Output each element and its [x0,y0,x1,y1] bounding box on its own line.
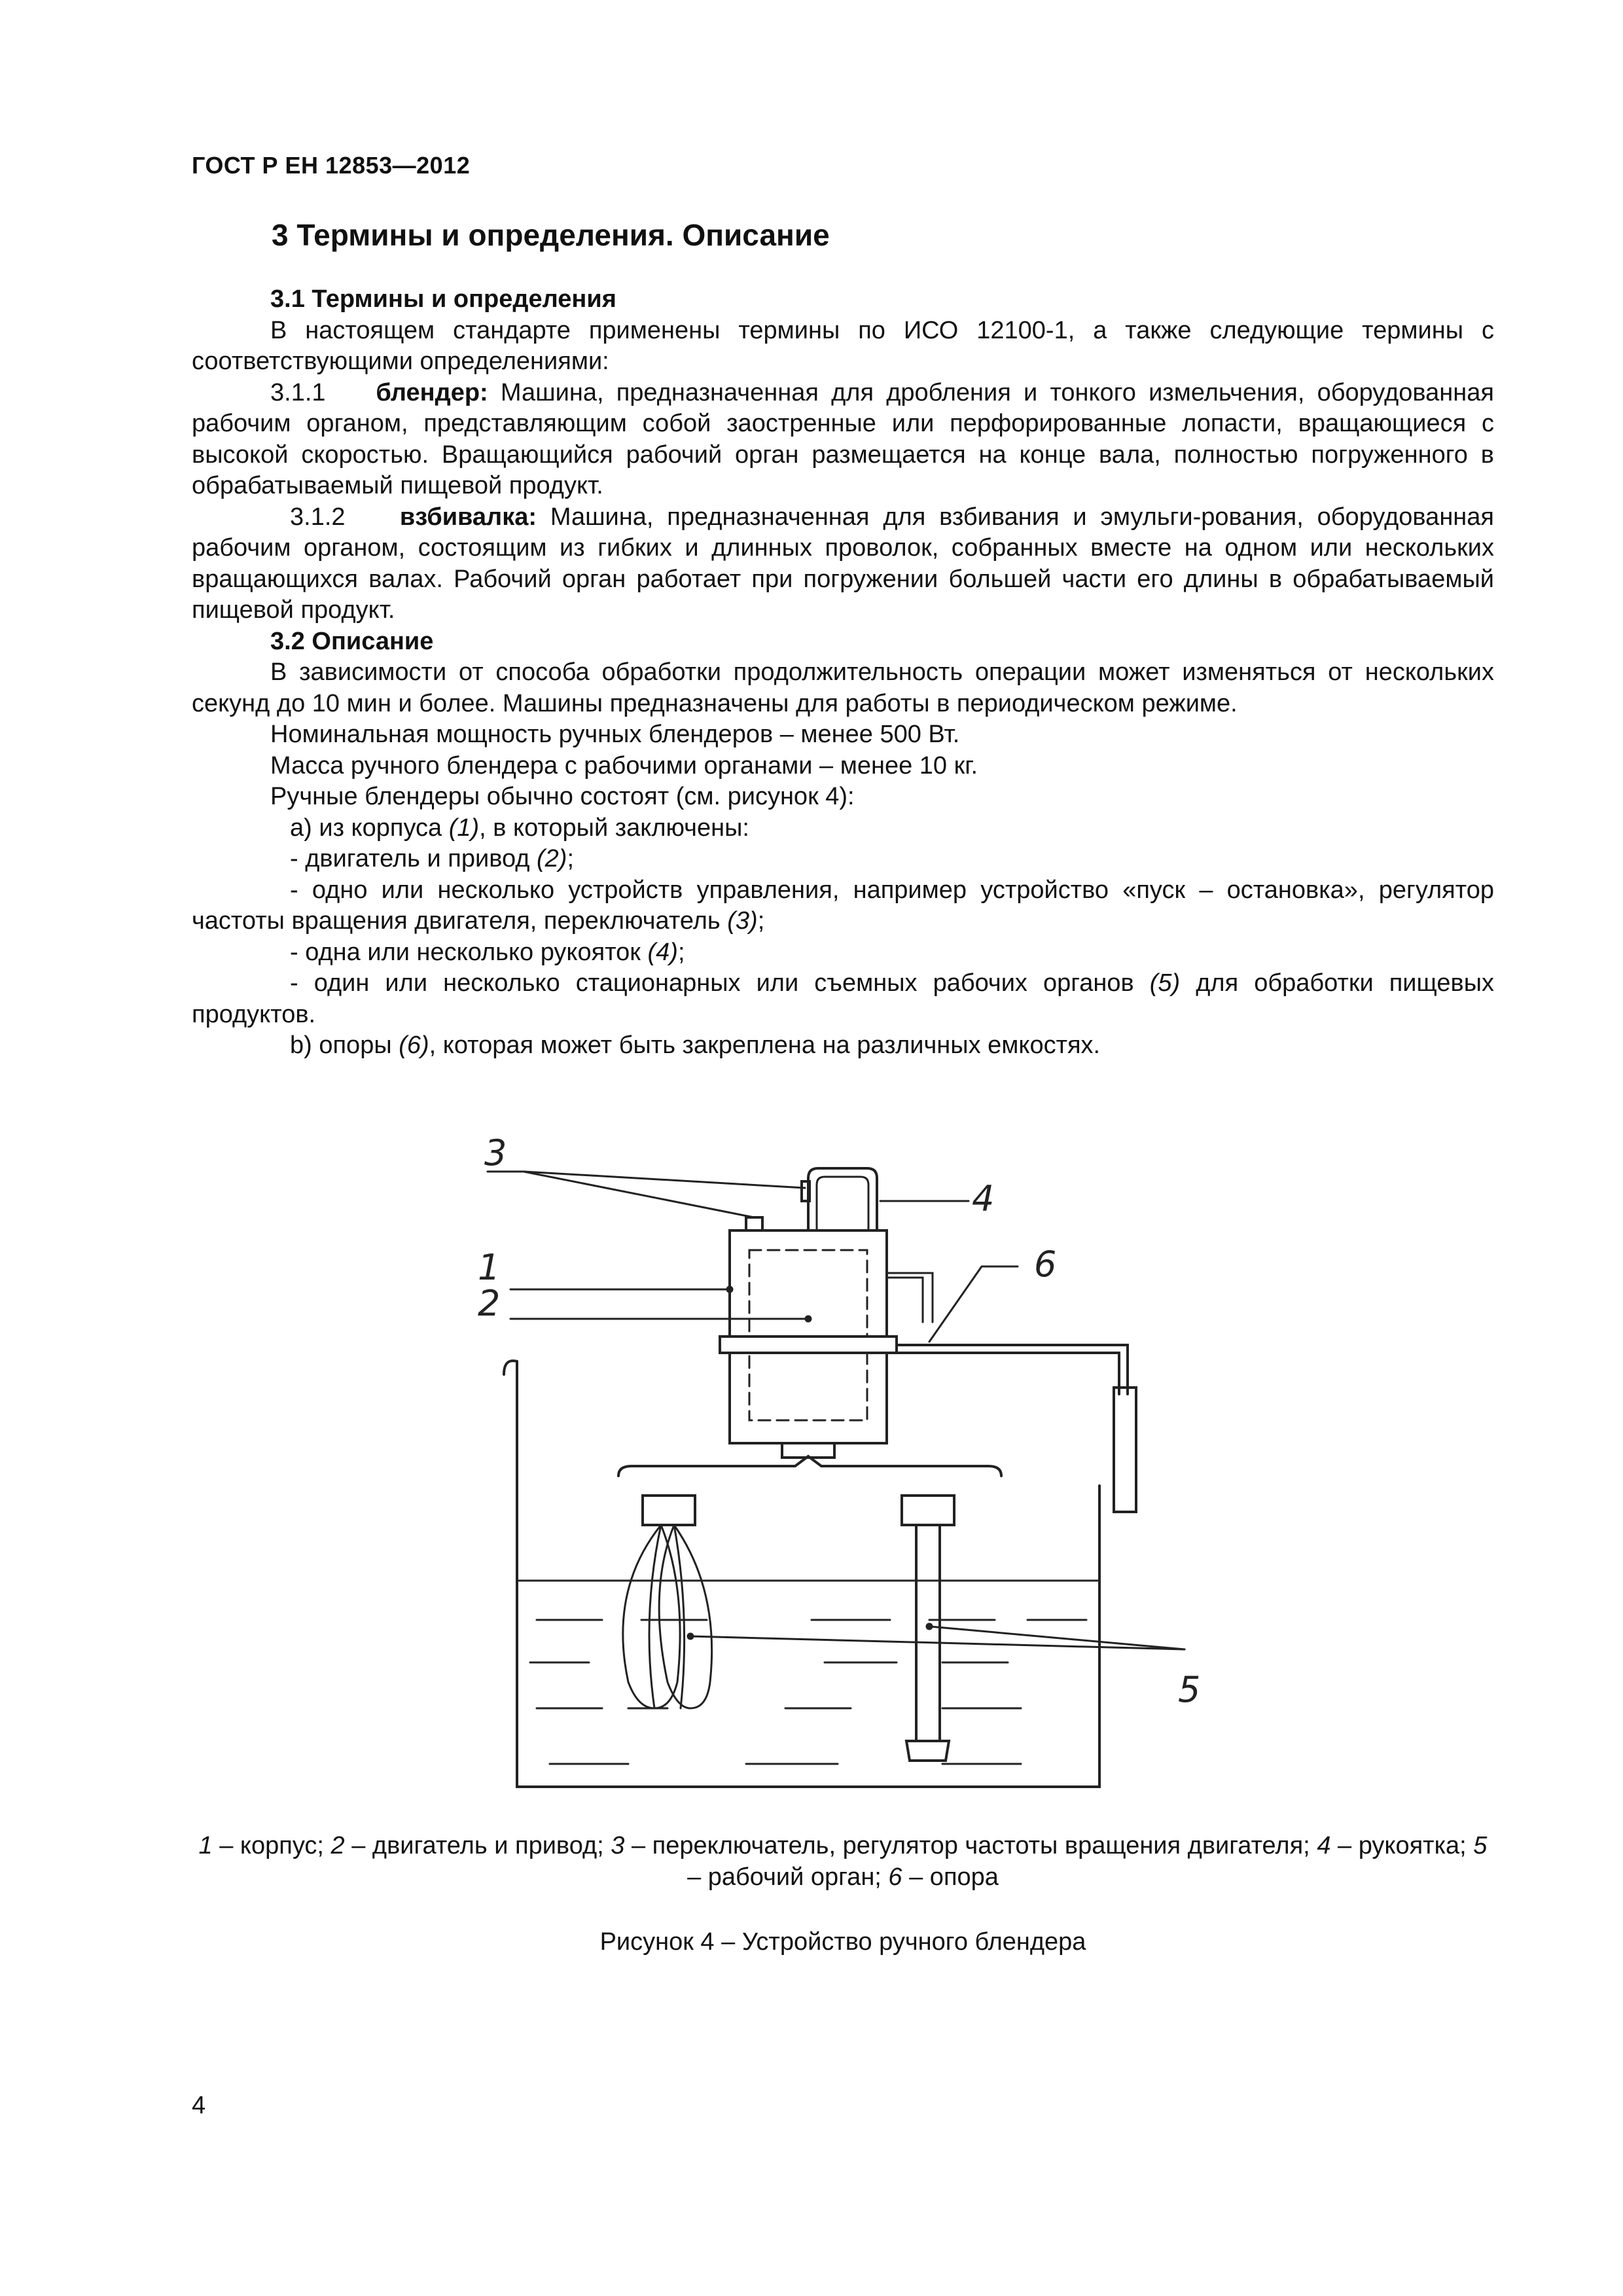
legend-num: 6 [888,1863,902,1891]
list-text: ; [567,845,575,872]
list-text: ; [757,907,765,935]
paragraph-duration: В зависимости от способа обработки продолжительность операции может изменяться от нескольких секунд до 10 мин и более. Машины предназначены для работы в периодическом режиме. [192,658,1494,717]
figure-ref: (6) [399,1031,429,1059]
list-item-a [192,813,1494,844]
list-subitem [192,937,1494,969]
page-number: 4 [192,2092,206,2119]
section-title: 3 Термины и определения. Описание [272,218,830,252]
list-text: ; [677,938,685,966]
whisk-head [643,1496,695,1525]
support-arm [897,1345,1128,1394]
blade-shaft [916,1525,940,1741]
figure-caption: Рисунок 4 – Устройство ручного блендера [599,1928,1086,1956]
figure-legend [192,1830,1494,1893]
term-3-1-1 [192,378,1494,502]
blade-foot [906,1741,949,1761]
callout-5: 5 [1178,1669,1201,1710]
list-text: , в который заключены: [479,814,749,842]
callout-1: 1 [478,1247,501,1288]
subsection-heading-3-1: 3.1 Термины и определения [270,285,616,313]
blade-head [902,1496,954,1525]
term-number: 3.1.1 [270,378,326,406]
housing-flange [720,1336,897,1353]
intro-text: В настоящем стандарте применены термины по ИСО 12100-1, а также следующие термины с соответствующими определениями: [192,316,1494,375]
list-text: - один или несколько стационарных или съемных рабочих органов [290,969,1150,997]
legend-text: – корпус; [212,1832,331,1859]
support-clamp [1114,1388,1136,1512]
figure-ref: (4) [647,938,678,966]
tools-bracket [618,1456,1001,1476]
figure-ref: (3) [727,907,758,935]
term-definition: Машина, предназначенная для взбивания и эмульги-рования, оборудованная рабочим органом, состоящим из гибких и длинных проволок, собранных вместе на одном или нескольких вращающихся валах. Рабочий орган работает при погружении большей части его длины в обрабатываемый пищевой продукт. [192,503,1495,624]
legend-text: – рабочий орган; [687,1863,889,1891]
callout-3: 3 [484,1132,507,1174]
list-text: - одно или несколько устройств управления, например устройство «пуск – остановка», регулятор частоты вращения двигателя, переключатель [192,876,1494,935]
list-text: для обработки пищевых продуктов. [192,969,1495,1028]
vessel-outline [504,1361,1099,1787]
paragraph-power: Номинальная мощность ручных блендеров – менее 500 Вт. [270,721,960,748]
legend-num: 5 [1473,1832,1488,1859]
callout-6: 6 [1034,1244,1057,1285]
blender-diagram [471,1093,1243,1820]
document-header: ГОСТ Р ЕН 12853—2012 [192,152,471,179]
control-switch [746,1217,762,1230]
side-hook [887,1273,933,1322]
legend-num: 4 [1317,1832,1331,1859]
body-text [192,284,1494,1062]
legend-num: 2 [330,1832,345,1859]
term-number: 3.1.2 [290,503,346,531]
legend-text: – двигатель и привод; [344,1832,611,1859]
list-text: , которая может быть закреплена на различных емкостях. [429,1031,1101,1059]
list-item-b [192,1030,1494,1062]
list-text: - одна или несколько рукояток [290,938,648,966]
paragraph-mass: Масса ручного блендера с рабочими органами – менее 10 кг. [270,751,978,780]
whisk-wires [623,1525,712,1708]
callout-2: 2 [478,1283,501,1324]
term-3-1-2 [192,502,1494,626]
liquid-dash-lines [530,1620,1086,1764]
list-text: b) опоры [290,1031,399,1059]
handle-inner [817,1177,868,1230]
list-text: - двигатель и привод [290,845,537,872]
list-subitem [192,968,1494,1030]
list-text: а) из корпуса [290,814,449,842]
legend-num: 1 [198,1832,213,1859]
term-definition: Машина, предназначенная для дробления и тонкого измельчения, оборудованная рабочим органом, представляющим собой заостренные или перфорированные лопасти, вращающиеся с высокой скоростью. Вращающийся рабочий орган размещается на конце вала, полностью погруженного в обрабатываемый пищевой продукт. [192,378,1494,499]
paragraph-composition: Ручные блендеры обычно состоят (см. рисунок 4): [270,783,855,810]
figure-ref: (5) [1149,969,1181,997]
callout-4: 4 [972,1178,995,1219]
legend-num: 3 [611,1832,625,1859]
paragraph-intro [192,315,1494,378]
list-subitem [192,875,1494,937]
term-name: взбивалка: [399,503,537,531]
figure-ref: (2) [537,845,567,872]
list-subitem [192,844,1494,875]
term-name: блендер: [376,378,488,406]
legend-text: – переключатель, регулятор частоты вращения двигателя; [624,1832,1317,1859]
callout-leaders [488,1172,1185,1649]
legend-text: – рукоятка; [1330,1832,1474,1859]
subsection-heading-3-2: 3.2 Описание [270,627,434,655]
figure-ref: (1) [448,814,480,842]
legend-text: – опора [902,1863,999,1891]
